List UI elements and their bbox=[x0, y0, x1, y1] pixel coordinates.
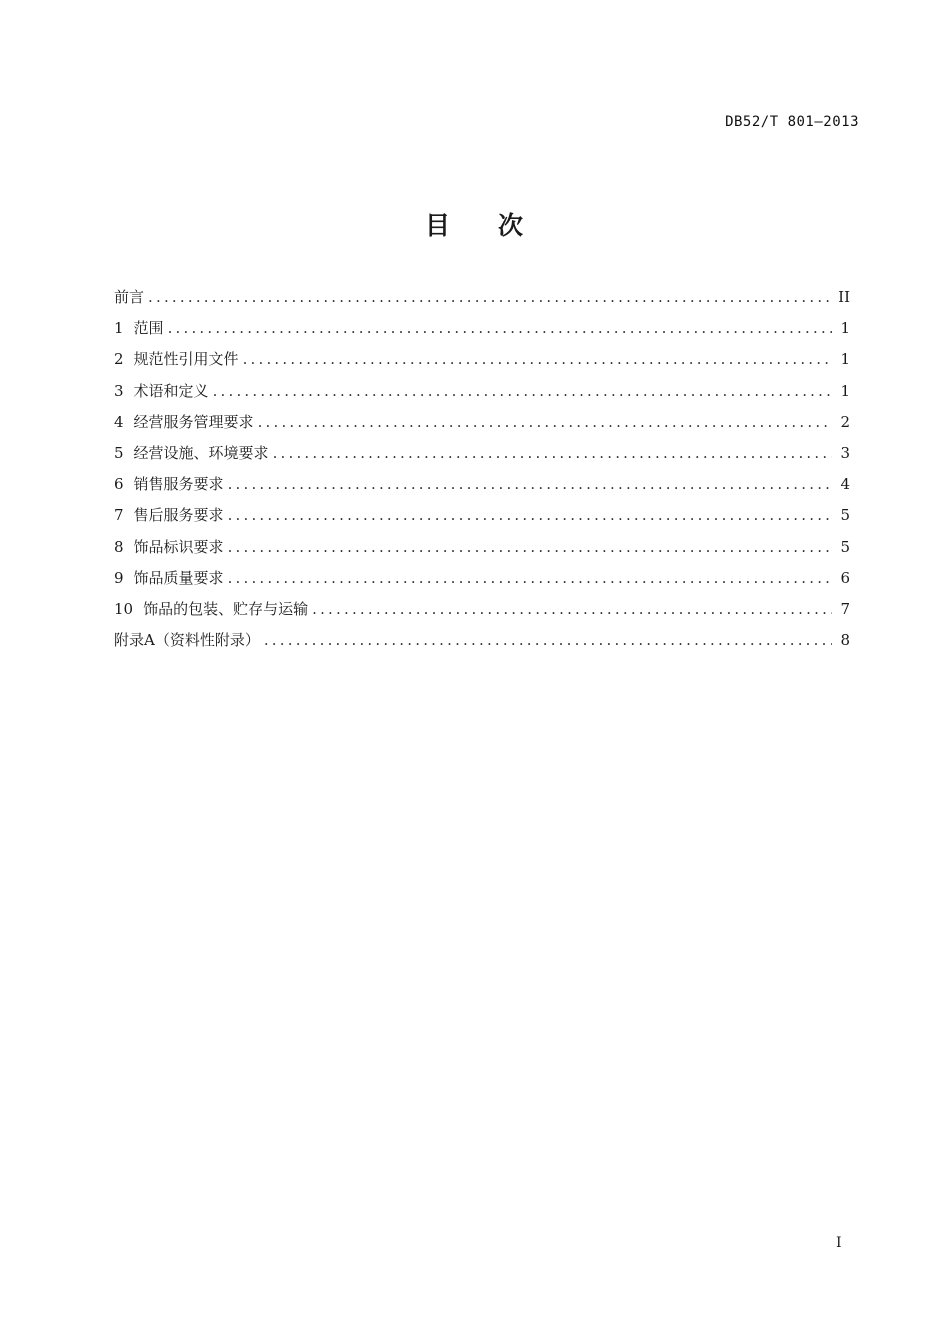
toc-entry-5[interactable] bbox=[114, 442, 850, 473]
toc-entry-number: 4 bbox=[114, 412, 124, 431]
toc-entry-8[interactable] bbox=[114, 536, 850, 567]
toc-entry-6[interactable] bbox=[114, 473, 850, 504]
toc-leader-dots bbox=[264, 631, 832, 649]
toc-entry-label: 饰品的包装、贮存与运输 bbox=[143, 599, 309, 618]
toc-entry-label: 范围 bbox=[133, 319, 164, 338]
toc-entry-number: 5 bbox=[114, 443, 124, 462]
toc-title bbox=[0, 206, 950, 242]
toc-entry-page: 8 bbox=[840, 631, 850, 650]
toc-entry-page: 5 bbox=[840, 537, 850, 556]
toc-list bbox=[114, 286, 850, 660]
toc-entry-7[interactable] bbox=[114, 504, 850, 535]
toc-entry-page: 7 bbox=[840, 599, 850, 618]
toc-entry-number: 1 bbox=[114, 319, 124, 338]
toc-entry-number: 7 bbox=[114, 506, 124, 525]
toc-entry-number: 10 bbox=[114, 599, 134, 618]
toc-leader-dots bbox=[168, 319, 832, 337]
toc-entry-label: 饰品标识要求 bbox=[133, 537, 224, 556]
toc-leader-dots bbox=[258, 413, 832, 431]
toc-entry-label: 售后服务要求 bbox=[133, 506, 224, 525]
toc-title-right: 次 bbox=[498, 211, 526, 240]
toc-leader-dots bbox=[228, 569, 832, 587]
toc-entry-number: 2 bbox=[114, 350, 124, 369]
toc-entry-page: 3 bbox=[840, 443, 850, 462]
toc-entry-appendix-a[interactable] bbox=[114, 629, 850, 660]
toc-entry-3[interactable] bbox=[114, 380, 850, 411]
page-number: I bbox=[836, 1235, 842, 1251]
toc-leader-dots bbox=[228, 506, 832, 524]
toc-entry-1[interactable] bbox=[114, 317, 850, 348]
toc-entry-10[interactable] bbox=[114, 598, 850, 629]
toc-entry-2[interactable] bbox=[114, 348, 850, 379]
toc-entry-9[interactable] bbox=[114, 567, 850, 598]
document-code: DB52/T 801—2013 bbox=[725, 114, 859, 130]
toc-title-left: 目 bbox=[424, 211, 452, 240]
toc-entry-label: 附录A（资料性附录） bbox=[114, 631, 260, 650]
toc-entry-number: 6 bbox=[114, 475, 124, 494]
toc-entry-number: 8 bbox=[114, 537, 124, 556]
toc-entry-4[interactable] bbox=[114, 411, 850, 442]
toc-entry-page: II bbox=[838, 288, 850, 306]
toc-entry-label: 销售服务要求 bbox=[133, 475, 224, 494]
toc-entry-label: 前言 bbox=[114, 288, 145, 306]
toc-entry-page: 1 bbox=[840, 381, 850, 400]
toc-entry-page: 6 bbox=[840, 568, 850, 587]
toc-entry-page: 4 bbox=[840, 475, 850, 494]
toc-leader-dots bbox=[243, 350, 832, 368]
toc-leader-dots bbox=[312, 600, 832, 618]
toc-leader-dots bbox=[273, 444, 832, 462]
toc-entry-label: 术语和定义 bbox=[133, 381, 209, 400]
toc-entry-label: 规范性引用文件 bbox=[133, 350, 239, 369]
toc-entry-number: 9 bbox=[114, 568, 124, 587]
toc-entry-page: 2 bbox=[840, 412, 850, 431]
toc-leader-dots bbox=[148, 288, 832, 306]
toc-entry-foreword[interactable] bbox=[114, 286, 850, 317]
toc-entry-label: 饰品质量要求 bbox=[133, 568, 224, 587]
toc-entry-page: 5 bbox=[840, 506, 850, 525]
toc-leader-dots bbox=[213, 382, 832, 400]
toc-entry-number: 3 bbox=[114, 381, 124, 400]
toc-entry-label: 经营服务管理要求 bbox=[133, 412, 254, 431]
toc-leader-dots bbox=[228, 538, 832, 556]
toc-entry-page: 1 bbox=[840, 350, 850, 369]
toc-leader-dots bbox=[228, 475, 832, 493]
toc-entry-page: 1 bbox=[840, 319, 850, 338]
toc-entry-label: 经营设施、环境要求 bbox=[133, 443, 269, 462]
